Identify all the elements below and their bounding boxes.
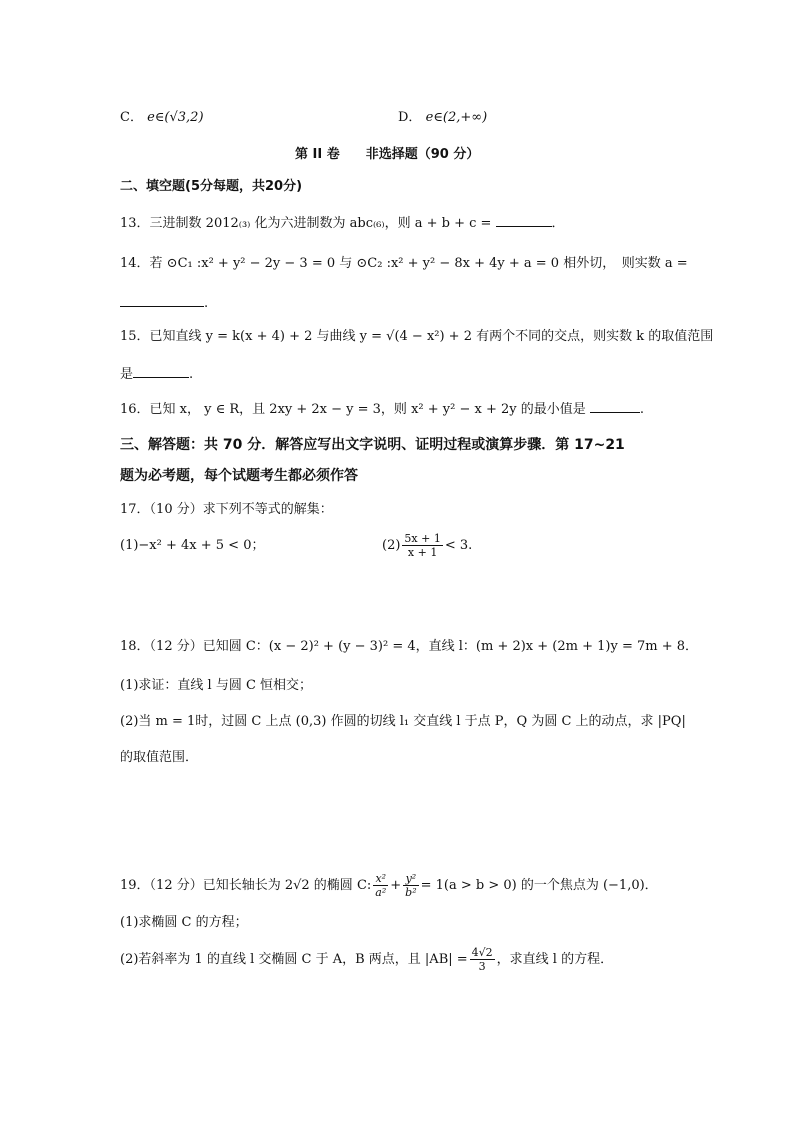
q18-part2-cont: 的取值范围． [120, 750, 199, 765]
q17-part2-prefix: (2) [382, 538, 401, 553]
q15-number: 15． [120, 329, 150, 344]
part3-heading-line1: 三、解答题：共 70 分．解答应写出文字说明、证明过程或演算步骤．第 17~21 [120, 437, 625, 453]
q15-end: . [189, 367, 194, 382]
q14-number: 14． [120, 256, 150, 271]
q14-text: 若 ⊙C₁ :x² + y² − 2y − 3 = 0 与 ⊙C₂ :x² + y² − 8x + 4y + a = 0 相外切， 则实数 a = [149, 256, 688, 271]
q19-heading-end: = 1(a > b > 0) 的一个焦点为 (−1,0)． [420, 878, 658, 893]
q19-fraction-x [373, 872, 388, 899]
q16-number: 16． [120, 402, 150, 417]
option-d-label: D． [398, 110, 422, 125]
option-c [120, 108, 204, 128]
q15-text-cont: 是 [120, 367, 134, 382]
q15-text: 已知直线 y = k(x + 4) + 2 与曲线 y = √(4 − x²) + 2 有两个不同的交点，则实数 k 的取值范围 [149, 329, 714, 344]
q19-fraction-x-numerator: x² [373, 872, 388, 886]
q19-heading [120, 868, 658, 904]
q19-part2-end: ，求直线 l 的方程． [496, 952, 614, 967]
question-16 [120, 398, 644, 420]
q17-fraction-numerator: 5x + 1 [404, 532, 441, 545]
question-14 [120, 254, 688, 274]
q13-text: 三进制数 2012₍₃₎ 化为六进制数为 abc₍₆₎，则 a + b + c = [149, 216, 492, 231]
part2-heading: 二、填空题(5分每题，共20分) [120, 179, 303, 194]
q14-end: . [204, 296, 209, 311]
q17-fraction [402, 532, 442, 559]
q17-fraction-denominator: x + 1 [407, 546, 438, 559]
q17-part1: (1)−x² + 4x + 5 < 0； [120, 538, 265, 553]
part3-heading-line2: 题为必考题，每个试题考生都必须作答 [120, 468, 358, 484]
question-14-answer-line [120, 292, 208, 314]
q19-ab-denominator: 3 [478, 960, 486, 973]
q17-part2-suffix: < 3. [444, 538, 473, 553]
q16-text: 已知 x， y ∈ R，且 2xy + 2x − y = 3，则 x² + y² − x + 2y 的最小值是 [149, 402, 586, 417]
q13-number: 13． [120, 216, 150, 231]
q19-part2-start: (2)若斜率为 1 的直线 l 交椭圆 C 于 A，B 两点，且 |AB| = [120, 952, 468, 967]
q18-heading: 18．（12 分）已知圆 C：(x − 2)² + (y − 3)² = 4，直线 l：(m + 2)x + (2m + 1)y = 7m + 8． [120, 639, 698, 654]
q14-answer-blank[interactable] [120, 292, 204, 307]
q18-part2: (2)当 m = 1时，过圆 C 上点 (0,3) 作圆的切线 l₁ 交直线 l 于点 P，Q 为圆 C 上的动点，求 |PQ| [120, 714, 686, 729]
q19-fraction-y-numerator: y² [403, 872, 418, 886]
q19-plus: + [390, 878, 402, 893]
option-d-expr: e∈(2,+∞) [425, 110, 488, 125]
q16-end: . [639, 402, 644, 417]
q19-ab-numerator: 4√2 [471, 946, 493, 959]
q13-end: ． [551, 216, 565, 231]
q13-answer-blank[interactable] [496, 212, 552, 227]
q19-heading-start: 19．（12 分）已知长轴长为 2√2 的椭圆 C: [120, 878, 372, 893]
q19-fraction-y-denominator: b² [405, 886, 417, 899]
q19-ab-fraction [470, 946, 495, 973]
q19-part1: (1)求椭圆 C 的方程； [120, 915, 248, 930]
q18-part1: (1)求证：直线 l 与圆 C 恒相交； [120, 678, 313, 693]
section-title: 第 II 卷 非选择题（90 分） [295, 147, 480, 162]
option-c-label: C． [120, 110, 143, 125]
question-13 [120, 212, 565, 234]
option-c-expr: e∈(√3,2) [147, 110, 204, 125]
q17-part2 [382, 528, 472, 564]
question-15-answer-line [120, 363, 193, 385]
q17-heading: 17．（10 分）求下列不等式的解集： [120, 502, 333, 517]
q19-part2 [120, 942, 613, 978]
q16-answer-blank[interactable] [590, 398, 640, 413]
q15-answer-blank[interactable] [133, 363, 189, 378]
question-15 [120, 327, 713, 347]
q19-fraction-x-denominator: a² [375, 886, 387, 899]
option-d [398, 108, 487, 128]
q19-fraction-y [403, 872, 418, 899]
